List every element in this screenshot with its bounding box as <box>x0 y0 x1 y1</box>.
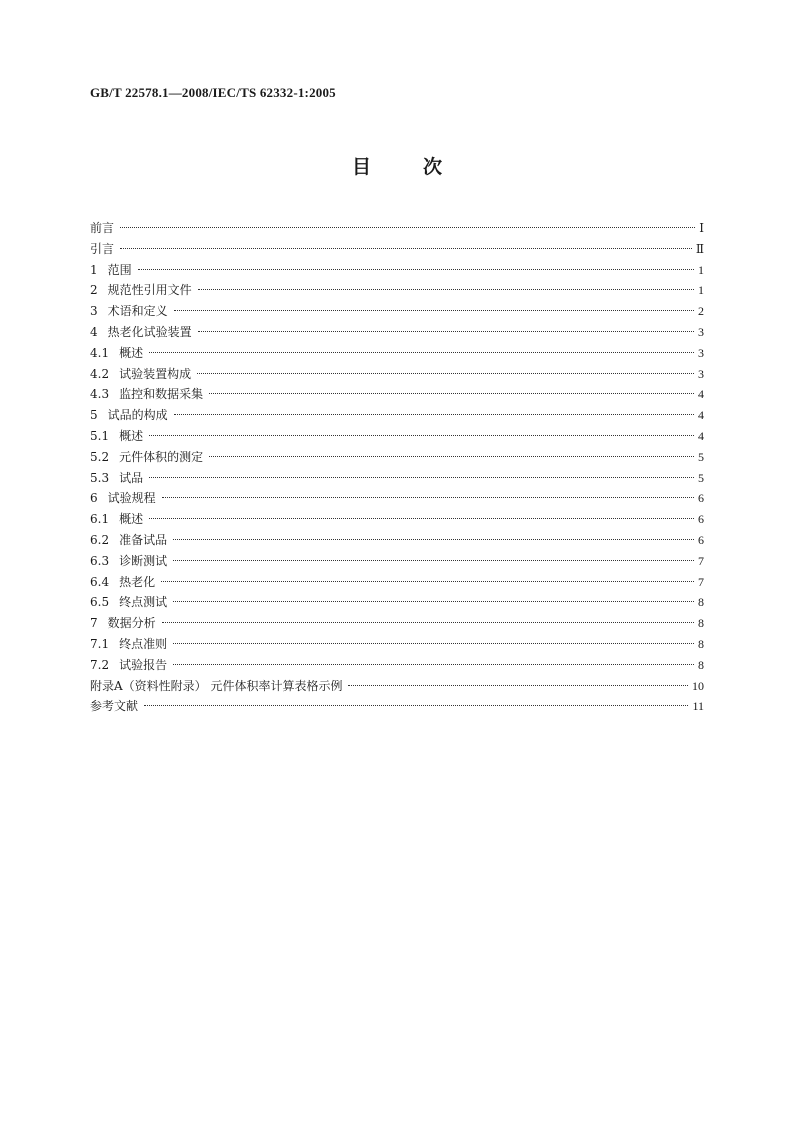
toc-title: 目次 <box>351 156 494 178</box>
toc-entry[interactable] <box>90 592 704 613</box>
toc-entry[interactable] <box>90 239 704 260</box>
toc-entry-number: 6 <box>90 491 98 506</box>
toc-entry-label: 附录A（资料性附录） 元件体积率计算表格示例 <box>90 678 343 693</box>
dot-leader <box>174 310 694 311</box>
toc-entry-number: 5 <box>90 408 98 423</box>
toc-entry-page: 6 <box>698 512 704 527</box>
dot-leader <box>197 373 694 374</box>
toc-entry-number: 6.1 <box>90 512 110 527</box>
dot-leader <box>161 581 694 582</box>
toc-entry[interactable] <box>90 218 704 239</box>
dot-leader <box>209 393 694 394</box>
toc-entry-page: 11 <box>692 699 704 714</box>
toc-entry-number: 5.2 <box>90 449 110 464</box>
toc-entry-number: 3 <box>90 304 98 319</box>
toc-entry-label: 终点准则 <box>119 636 168 651</box>
toc-entry[interactable] <box>90 468 704 489</box>
toc-entry[interactable] <box>90 384 704 405</box>
dot-leader <box>162 622 694 623</box>
toc-entry[interactable] <box>90 280 704 301</box>
toc-entry[interactable] <box>90 301 704 322</box>
toc-entry[interactable] <box>90 488 704 509</box>
dot-leader <box>348 685 688 686</box>
toc-entry-label: 元件体积的测定 <box>119 449 204 464</box>
toc-entry[interactable] <box>90 696 704 717</box>
toc-entry-number: 7 <box>90 616 98 631</box>
toc-entry[interactable] <box>90 530 704 551</box>
toc-entry[interactable] <box>90 655 704 676</box>
toc-entry-page: 5 <box>698 470 704 485</box>
toc-entry-label: 试品的构成 <box>107 408 168 423</box>
toc-entry-page: 3 <box>698 324 704 339</box>
toc-entry-label: 参考文献 <box>90 699 139 714</box>
toc-entry-page: 10 <box>692 678 704 693</box>
toc-entry-page: 6 <box>698 491 704 506</box>
toc-entry-label: 准备试品 <box>119 532 168 547</box>
toc-entry-page: 7 <box>698 553 704 568</box>
toc-entry-label: 数据分析 <box>107 616 156 631</box>
toc-entry[interactable] <box>90 322 704 343</box>
toc-entry-number: 6.5 <box>90 595 110 610</box>
dot-leader <box>173 643 694 644</box>
toc-entry-label: 引言 <box>90 241 115 256</box>
toc-entry[interactable] <box>90 509 704 530</box>
dot-leader <box>173 601 694 602</box>
toc-entry-page: 8 <box>698 595 704 610</box>
toc-entry-page: Ⅰ <box>699 221 704 235</box>
toc-entry-label: 前言 <box>90 221 115 235</box>
toc-entry-page: 4 <box>698 428 704 443</box>
dot-leader <box>162 497 694 498</box>
toc-entry[interactable] <box>90 613 704 634</box>
toc-entry-number: 5.3 <box>90 470 110 485</box>
toc-entry[interactable] <box>90 551 704 572</box>
dot-leader <box>209 456 694 457</box>
toc-entry-label: 试验规程 <box>107 491 156 506</box>
toc-entry[interactable] <box>90 260 704 281</box>
toc-entry-page: 7 <box>698 574 704 589</box>
toc-entry[interactable] <box>90 676 704 697</box>
toc-entry-page: 8 <box>698 657 704 672</box>
toc-entry-page: 1 <box>698 283 704 298</box>
toc-entry-label: 概述 <box>119 512 144 527</box>
dot-leader <box>173 560 694 561</box>
toc-entry-number: 6.4 <box>90 574 110 589</box>
toc-entry-page: 4 <box>698 387 704 402</box>
toc-entry-number: 4 <box>90 324 98 339</box>
toc-entry-label: 诊断测试 <box>119 553 168 568</box>
toc-entry-label: 试验装置构成 <box>119 366 192 381</box>
toc-entry-label: 终点测试 <box>119 595 168 610</box>
dot-leader <box>138 269 694 270</box>
toc-entry-number: 6.3 <box>90 553 110 568</box>
dot-leader <box>149 518 694 519</box>
toc-entry-number: 7.1 <box>90 636 110 651</box>
toc-entry-page: Ⅱ <box>695 241 704 256</box>
dot-leader <box>173 664 694 665</box>
table-of-contents <box>90 218 704 717</box>
dot-leader <box>149 477 694 478</box>
toc-entry-page: 3 <box>698 366 704 381</box>
toc-entry-page: 1 <box>698 262 704 277</box>
dot-leader <box>173 539 694 540</box>
toc-entry-number: 1 <box>90 262 98 277</box>
toc-entry-label: 术语和定义 <box>107 304 168 319</box>
toc-entry[interactable] <box>90 364 704 385</box>
dot-leader <box>149 352 694 353</box>
toc-entry-number: 4.3 <box>90 387 110 402</box>
toc-entry-page: 3 <box>698 345 704 360</box>
toc-entry-number: 4.2 <box>90 366 110 381</box>
toc-entry-page: 4 <box>698 408 704 423</box>
standard-code: GB/T 22578.1—2008/IEC/TS 62332-1:2005 <box>90 85 336 100</box>
toc-entry[interactable] <box>90 343 704 364</box>
toc-entry-page: 2 <box>698 304 704 319</box>
toc-entry-number: 5.1 <box>90 428 110 443</box>
toc-entry[interactable] <box>90 634 704 655</box>
toc-entry-label: 规范性引用文件 <box>107 283 192 298</box>
dot-leader <box>198 289 694 290</box>
toc-entry-label: 概述 <box>119 345 144 360</box>
toc-entry-label: 试品 <box>119 470 144 485</box>
toc-entry[interactable] <box>90 572 704 593</box>
toc-entry-number: 2 <box>90 283 98 298</box>
toc-entry[interactable] <box>90 426 704 447</box>
dot-leader <box>120 227 695 228</box>
toc-entry-label: 监控和数据采集 <box>119 387 204 402</box>
toc-entry-label: 热老化试验装置 <box>107 324 192 339</box>
dot-leader <box>174 414 694 415</box>
dot-leader <box>120 248 692 249</box>
toc-entry-label: 热老化 <box>119 574 156 589</box>
toc-entry-number: 7.2 <box>90 657 110 672</box>
toc-entry-number: 4.1 <box>90 345 110 360</box>
toc-entry-label: 试验报告 <box>119 657 168 672</box>
toc-entry[interactable] <box>90 405 704 426</box>
toc-entry-label: 范围 <box>107 262 132 277</box>
toc-entry-number: 6.2 <box>90 532 110 547</box>
dot-leader <box>198 331 694 332</box>
dot-leader <box>144 705 688 706</box>
toc-entry-page: 5 <box>698 449 704 464</box>
dot-leader <box>149 435 694 436</box>
toc-entry-label: 概述 <box>119 428 144 443</box>
toc-entry[interactable] <box>90 447 704 468</box>
toc-entry-page: 6 <box>698 532 704 547</box>
toc-entry-page: 8 <box>698 616 704 631</box>
toc-entry-page: 8 <box>698 636 704 651</box>
